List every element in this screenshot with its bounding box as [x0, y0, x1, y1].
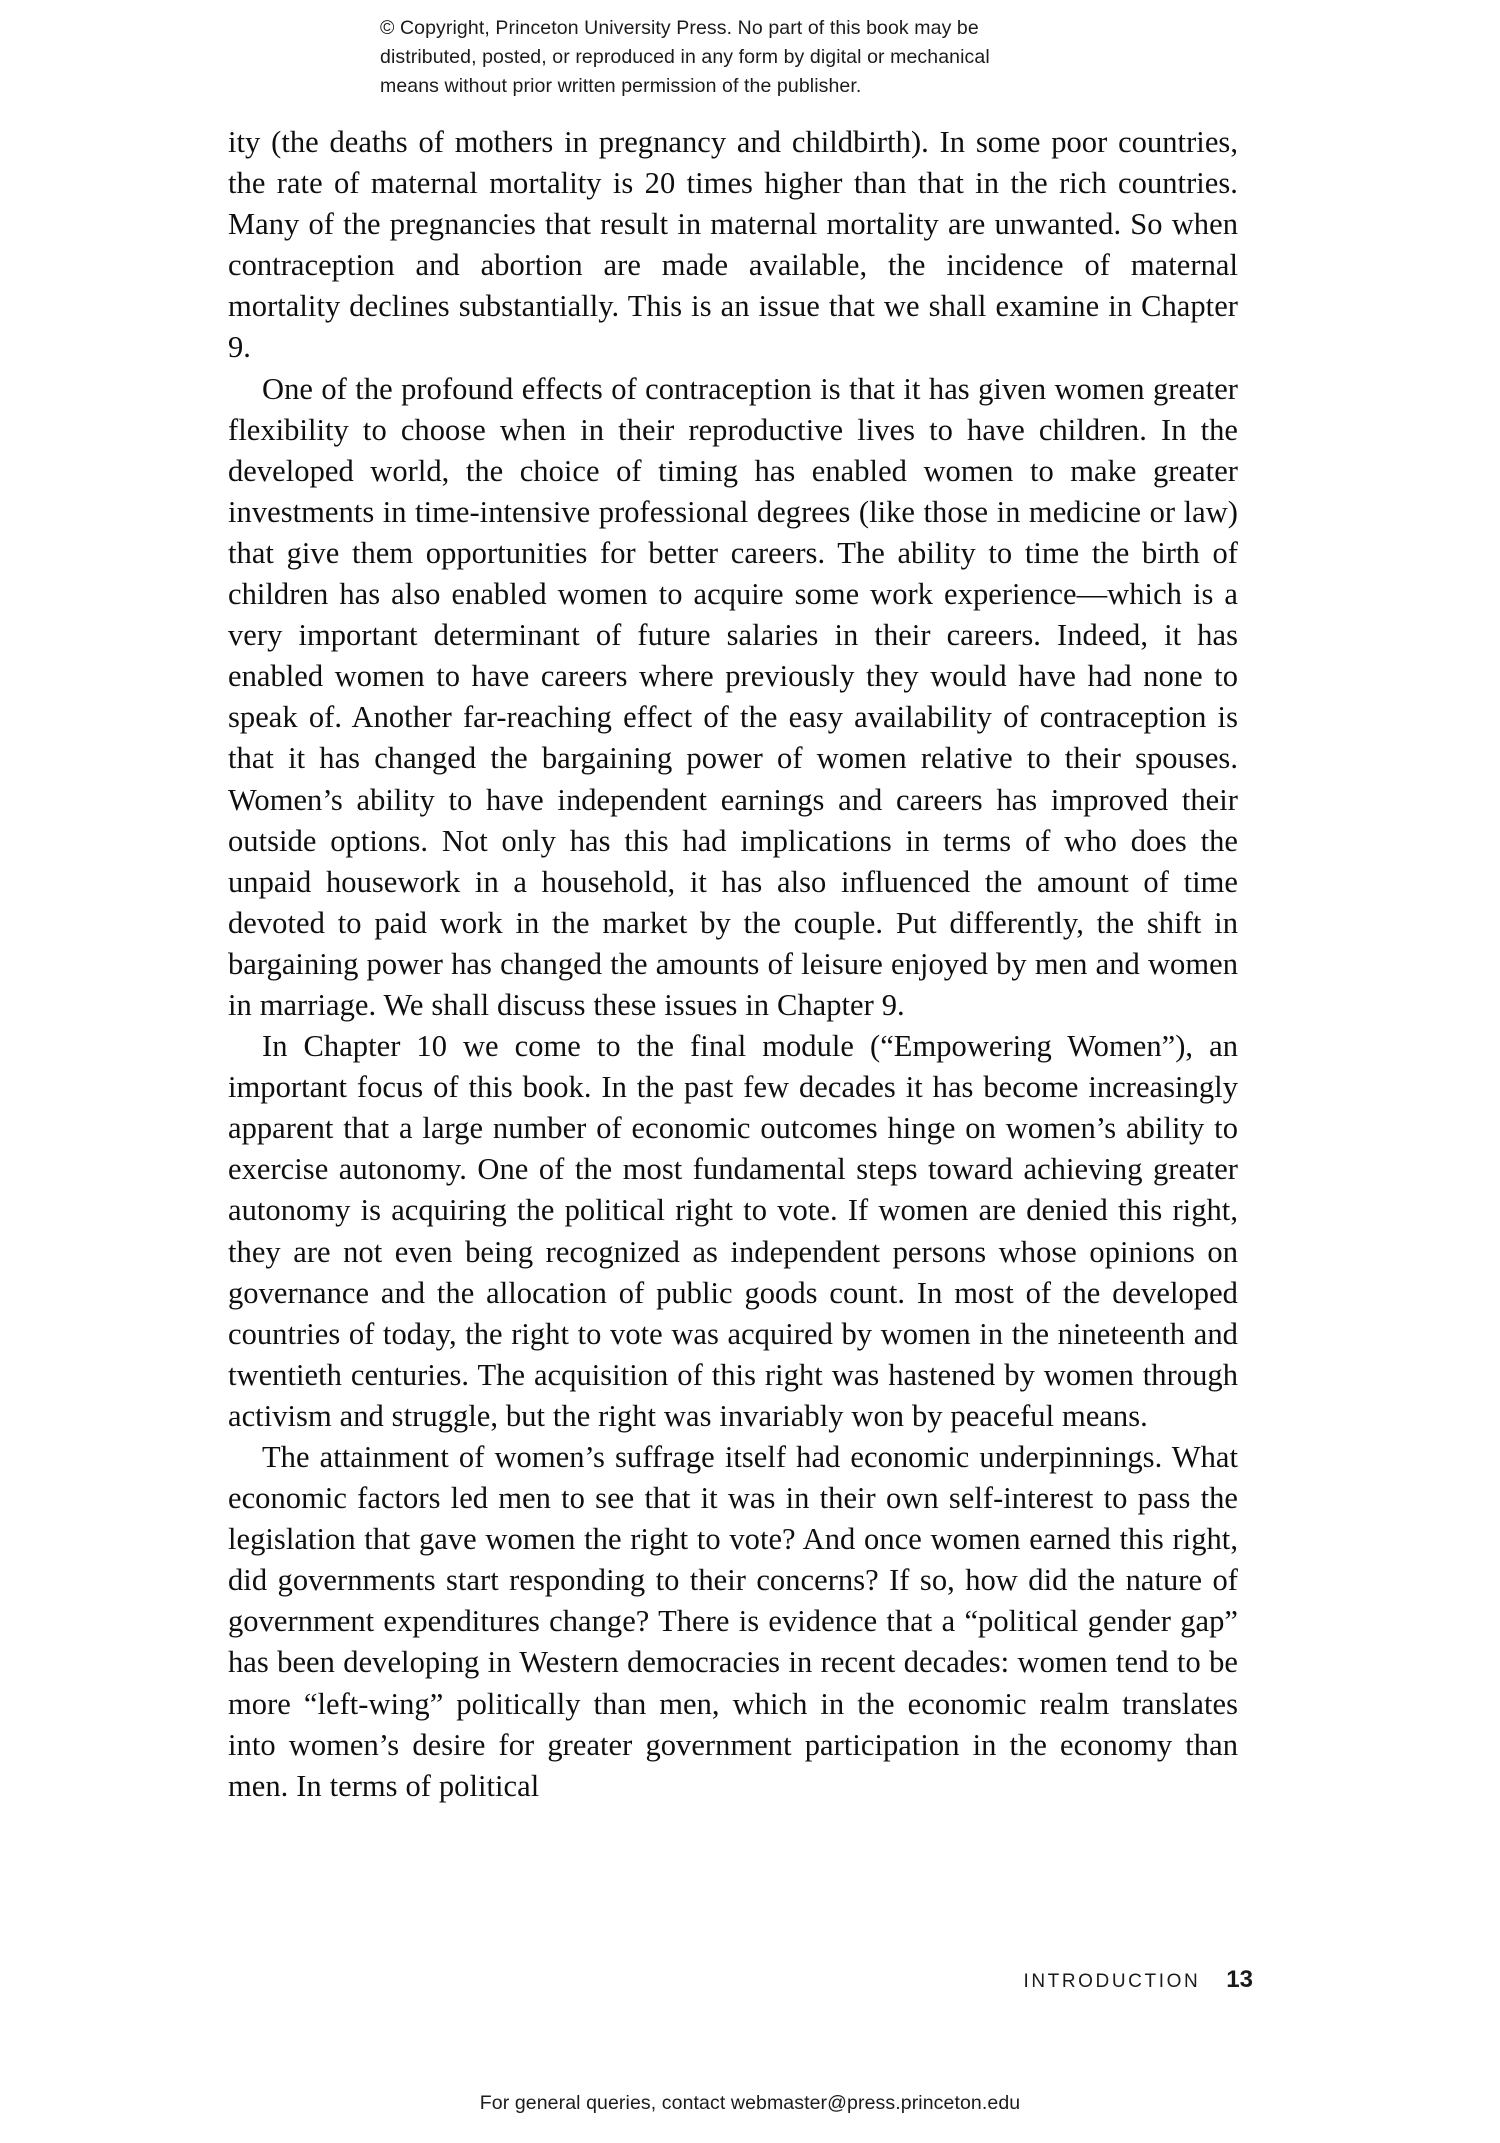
copyright-line-2: distributed, posted, or reproduced in any form by digital or mechanical — [380, 46, 990, 68]
copyright-notice — [380, 14, 1120, 101]
copyright-line-3: means without prior written permission of the publisher. — [380, 75, 862, 97]
paragraph-womens-suffrage-economics: The attainment of women’s suffrage itself had economic underpinnings. What economic factors led men to see that it was in their own self-interest to pass the legislation that gave women the right to vote? And once women earned this right, did governments start responding to their concerns? If so, how did the nature of government expenditures change? There is evidence that a “political gender gap” has been developing in Western democracies in recent decades: women tend to be more “left-wing” politically than men, which in the economic realm translates into women’s desire for greater government participation in the economy than men. In terms of political — [228, 1440, 1238, 1803]
running-foot-section-label: INTRODUCTION — [1023, 1971, 1201, 1992]
body-text-column — [228, 122, 1238, 1807]
paragraph-empowering-women-module: In Chapter 10 we come to the final module (“Empowering Women”), an important focus of this book. In the past few decades it has become increasingly apparent that a large number of economic outcomes hinge on women’s ability to exercise autonomy. One of the most fundamental steps toward achieving greater autonomy is acquiring the political right to vote. If women are denied this right, they are not even being recognized as independent persons whose opinions on governance and the allocation of public goods count. In most of the developed countries of today, the right to vote was acquired by women in the nineteenth and twentieth centuries. The acquisition of this right was hastened by women through activism and struggle, but the right was invariably won by peaceful means. — [228, 1029, 1238, 1433]
copyright-line-1: © Copyright, Princeton University Press. No part of this book may be — [380, 17, 979, 39]
paragraph-maternal-mortality: ity (the deaths of mothers in pregnancy and childbirth). In some poor countries, the rate of maternal mortality is 20 times higher than that in the rich countries. Many of the pregnancies that result in maternal mortality are unwanted. So when contraception and abortion are made available, the incidence of maternal mortality declines substantially. This is an issue that we shall examine in Chapter 9. — [228, 125, 1238, 365]
page-number: 13 — [1226, 1966, 1253, 1993]
running-foot — [0, 1966, 1253, 1994]
paragraph-contraception-effects: One of the profound effects of contraception is that it has given women greater flexibility to choose when in their reproductive lives to have children. In the developed world, the choice of timing has enabled women to make greater investments in time-intensive professional degrees (like those in medicine or law) that give them opportunities for better careers. The ability to time the birth of children has also enabled women to acquire some work experience—which is a very important determinant of future salaries in their careers. Indeed, it has enabled women to have careers where previously they would have had none to speak of. Another far-reaching effect of the easy availability of contraception is that it has changed the bargaining power of women relative to their spouses. Women’s ability to have independent earnings and careers has improved their outside options. Not only has this had implications in terms of who does the unpaid housework in a household, it has also influenced the amount of time devoted to paid work in the market by the couple. Put differently, the shift in bargaining power has changed the amounts of leisure enjoyed by men and women in marriage. We shall discuss these issues in Chapter 9. — [228, 371, 1238, 1022]
general-queries-line: For general queries, contact webmaster@press.princeton.edu — [479, 2092, 1021, 2114]
